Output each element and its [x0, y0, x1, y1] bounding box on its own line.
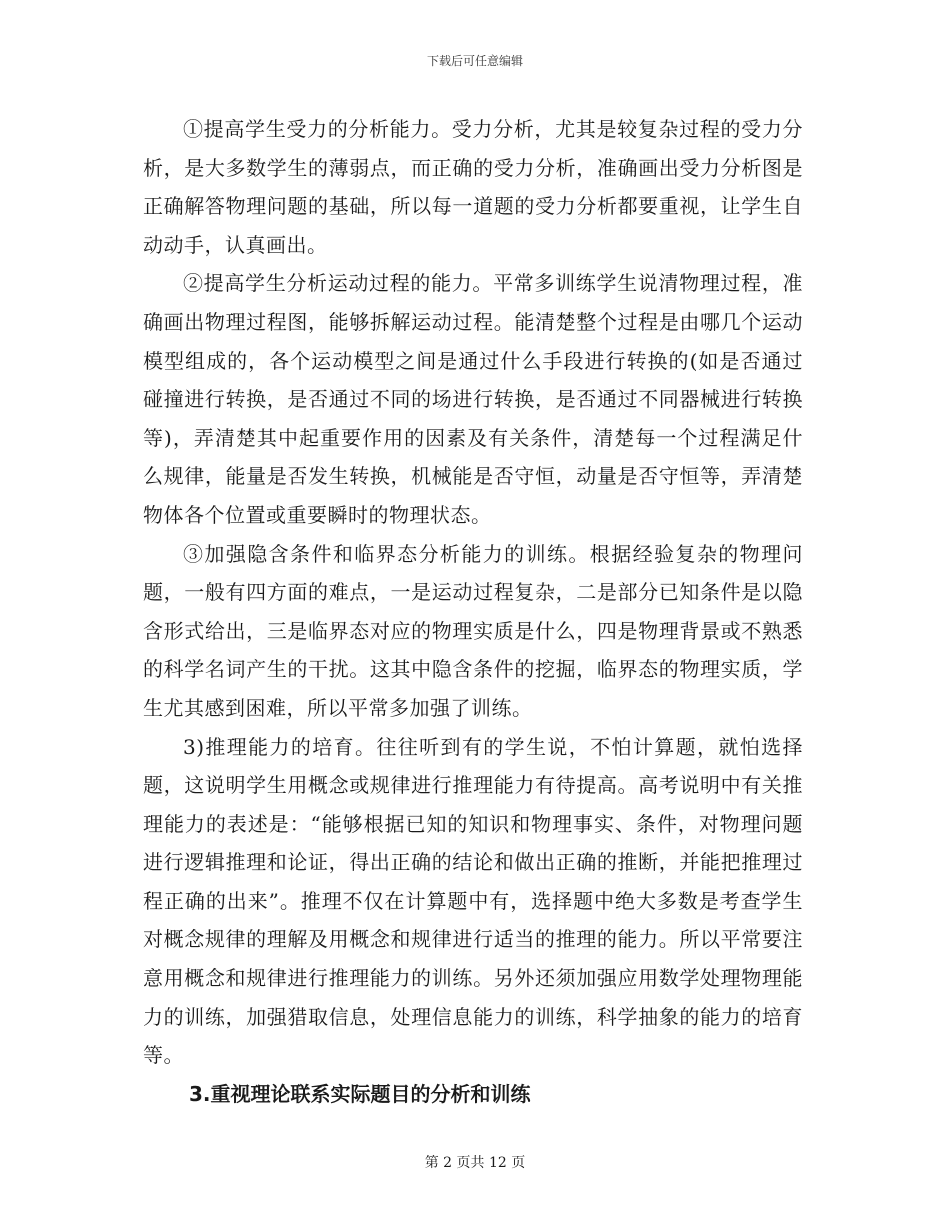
paragraph-hidden-conditions: ③加强隐含条件和临界态分析能力的训练。根据经验复杂的物理问题，一般有四方面的难点，一是运动过程复杂，二是部分已知条件是以隐含形式给出，三是临界态对应的物理实质是什么，四是物理背景或不熟悉的科学名词产生的干扰。这其中隐含条件的挖掘，临界态的物理实质，学生尤其感到困难，所以平常多加强了训练。 [143, 541, 803, 720]
paragraph-force-analysis: ①提高学生受力的分析能力。受力分析，尤其是较复杂过程的受力分析，是大多数学生的薄弱点，而正确的受力分析，准确画出受力分析图是正确解答物理问题的基础，所以每一道题的受力分析都要重视，让学生自动动手，认真画出。 [143, 117, 803, 257]
document-body [143, 110, 803, 1113]
page-number-footer: 第 2 页共 12 页 [424, 1155, 526, 1171]
section-heading: 3.重视理论联系实际题目的分析和训练 [189, 1081, 531, 1106]
paragraph-reasoning-ability: 3)推理能力的培育。往往听到有的学生说，不怕计算题，就怕选择题，这说明学生用概念或规律进行推理能力有待提高。高考说明中有关推理能力的表述是：“能够根据已知的知识和物理事实、条件，对物理问题进行逻辑推理和论证，得出正确的结论和做出正确的推断，并能把推理过程正确的出来”。推理不仅在计算题中有，选择题中绝大多数是考查学生对概念规律的理解及用概念和规律进行适当的推理的能力。所以平常要注意用概念和规律进行推理能力的训练。另外还须加强应用数学处理物理能力的训练，加强猎取信息，处理信息能力的训练，科学抽象的能力的培育等。 [143, 734, 803, 1068]
paragraph-motion-process: ②提高学生分析运动过程的能力。平常多训练学生说清物理过程，准确画出物理过程图，能够拆解运动过程。能清楚整个过程是由哪几个运动模型组成的，各个运动模型之间是通过什么手段进行转换的(如是否通过碰撞进行转换，是否通过不同的场进行转换，是否通过不同器械进行转换等)，弄清楚其中起重要作用的因素及有关条件，清楚每一个过程满足什么规律，能量是否发生转换，机械能是否守恒，动量是否守恒等，弄清楚物体各个位置或重要瞬时的物理状态。 [143, 271, 803, 527]
page-header: 下载后可任意编辑 [426, 54, 523, 68]
